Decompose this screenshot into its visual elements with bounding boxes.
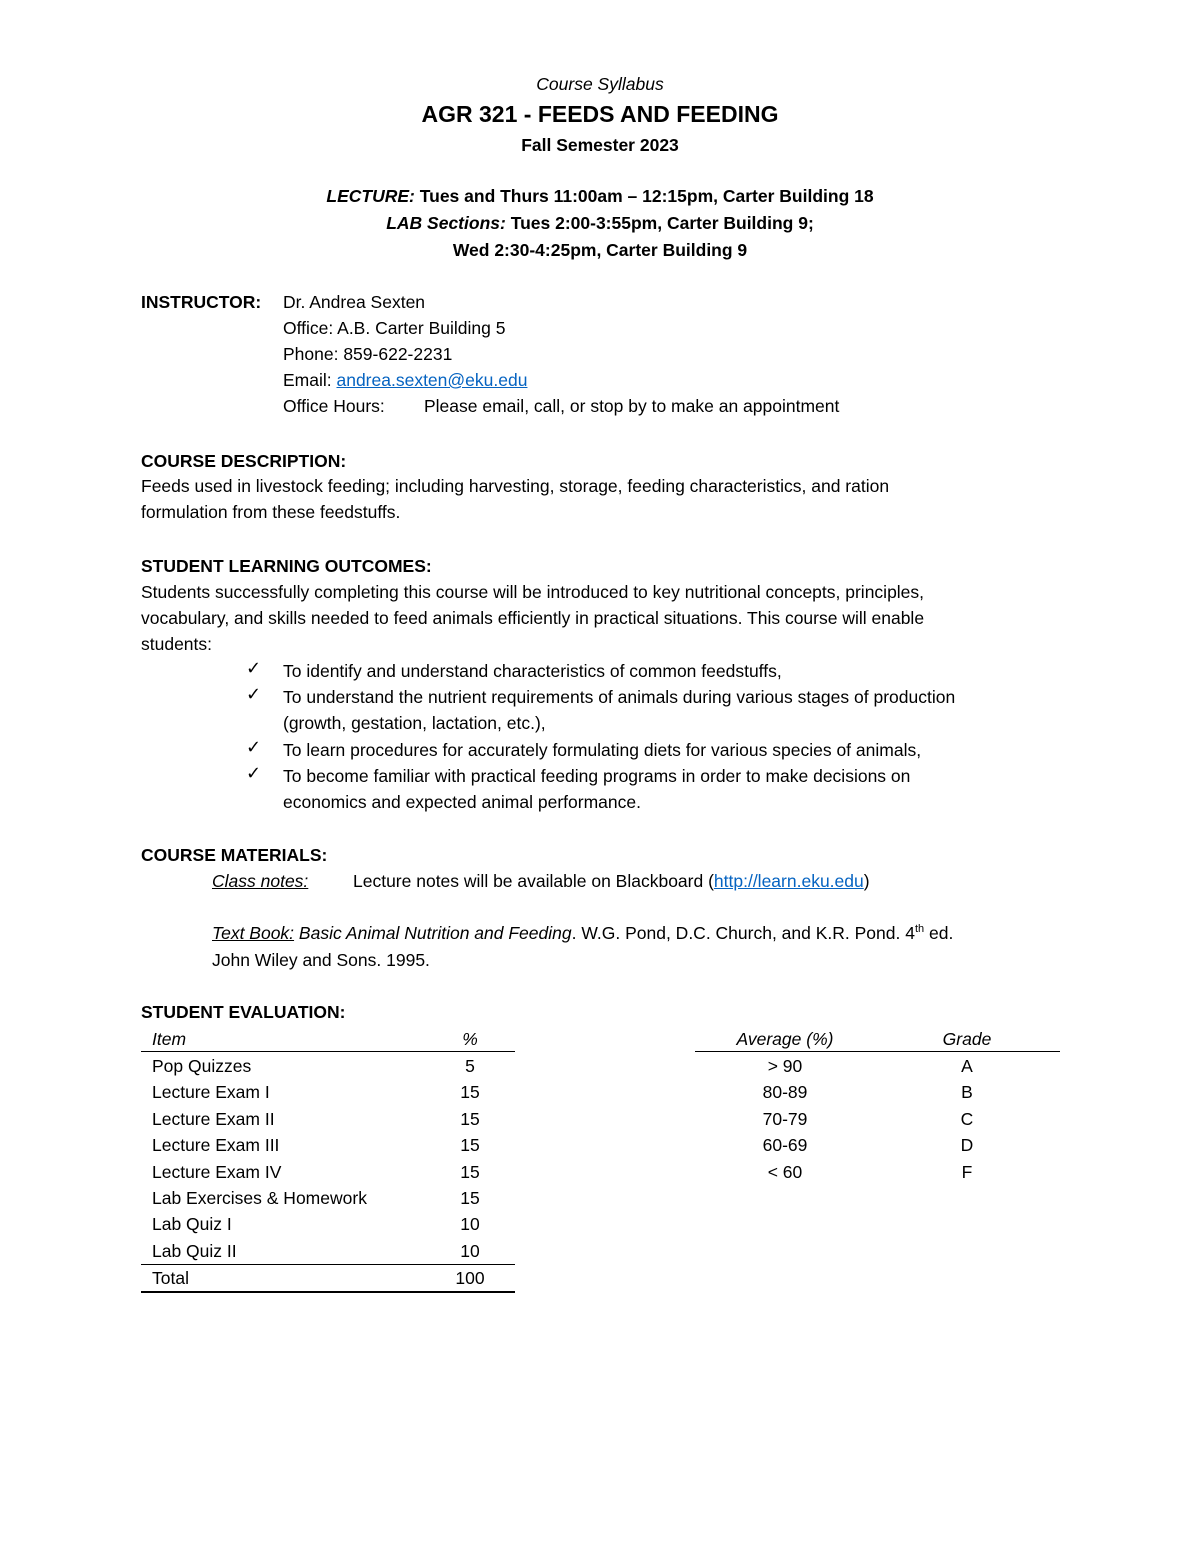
lecture-schedule xyxy=(0,186,1200,207)
lab-text: Tues 2:00-3:55pm, Carter Building 9; xyxy=(505,213,814,233)
outcomes-heading: STUDENT LEARNING OUTCOMES: xyxy=(141,556,432,576)
grade-letter: C xyxy=(960,1109,974,1129)
eval-item: Pop Quizzes xyxy=(152,1056,252,1076)
eval-percent: 15 xyxy=(460,1109,480,1129)
instructor-name: Dr. Andrea Sexten xyxy=(283,292,426,312)
eval-item: Lecture Exam II xyxy=(152,1109,275,1129)
grade-average: 80-89 xyxy=(762,1082,808,1102)
instructor-office: Office: A.B. Carter Building 5 xyxy=(283,318,506,338)
grade-average: 60-69 xyxy=(762,1135,808,1155)
check-icon: ✓ xyxy=(246,658,262,678)
eval-item: Lab Quiz II xyxy=(152,1241,237,1261)
semester: Fall Semester 2023 xyxy=(521,135,679,155)
grade-letter: A xyxy=(961,1056,973,1076)
lab-schedule-2: Wed 2:30-4:25pm, Carter Building 9 xyxy=(452,240,748,260)
textbook-title: Basic Animal Nutrition and Feeding xyxy=(294,923,572,943)
document-subtitle: Course Syllabus xyxy=(536,74,664,94)
outcomes-intro-1: Students successfully completing this course will be introduced to key nutritional concepts, principles, xyxy=(141,582,925,602)
lecture-text: Tues and Thurs 11:00am – 12:15pm, Carter Building 18 xyxy=(414,186,874,206)
grade-average: > 90 xyxy=(767,1056,803,1076)
eval-item: Lecture Exam IV xyxy=(152,1162,282,1182)
evaluation-heading: STUDENT EVALUATION: xyxy=(141,1002,346,1022)
grade-letter: B xyxy=(961,1082,973,1102)
lecture-label: LECTURE: xyxy=(326,186,415,206)
class-notes-close: ) xyxy=(863,871,870,891)
grade-letter: D xyxy=(960,1135,974,1155)
col-header-grade: Grade xyxy=(942,1029,992,1049)
email-label: Email: xyxy=(283,370,337,390)
outcome-item-continued: (growth, gestation, lactation, etc.), xyxy=(283,713,546,733)
eval-percent: 15 xyxy=(460,1135,480,1155)
materials-heading: COURSE MATERIALS: xyxy=(141,845,328,865)
col-header-average: Average (%) xyxy=(736,1029,834,1049)
lab-schedule xyxy=(0,213,1200,234)
outcome-item: To identify and understand characteristics of common feedstuffs, xyxy=(283,661,782,681)
textbook-edition: ed. xyxy=(924,923,954,943)
eval-percent: 10 xyxy=(460,1214,480,1234)
description-line-1: Feeds used in livestock feeding; including harvesting, storage, feeding characteristics, and ration xyxy=(141,476,890,496)
col-header-percent: % xyxy=(462,1029,478,1049)
eval-item: Lab Exercises & Homework xyxy=(152,1188,367,1208)
eval-percent: 15 xyxy=(460,1082,480,1102)
table-header-rule xyxy=(141,1051,515,1052)
office-hours-text: Please email, call, or stop by to make an appointment xyxy=(424,396,840,416)
col-header-item: Item xyxy=(152,1029,187,1049)
eval-percent: 10 xyxy=(460,1241,480,1261)
class-notes-text: Lecture notes will be available on Blackboard ( xyxy=(353,871,714,891)
grade-average: < 60 xyxy=(767,1162,803,1182)
instructor-label: INSTRUCTOR: xyxy=(141,292,262,312)
office-hours-label: Office Hours: xyxy=(283,396,385,416)
eval-item: Lecture Exam III xyxy=(152,1135,280,1155)
eval-total-label: Total xyxy=(152,1268,189,1288)
textbook-label: Text Book: xyxy=(212,923,295,943)
textbook-line xyxy=(212,923,953,944)
eval-item: Lab Quiz I xyxy=(152,1214,232,1234)
instructor-email-line xyxy=(283,370,527,391)
table-bottom-rule xyxy=(141,1291,515,1293)
eval-item: Lecture Exam I xyxy=(152,1082,270,1102)
lab-label: LAB Sections: xyxy=(386,213,506,233)
grade-header-rule xyxy=(695,1051,1060,1052)
textbook-publisher: John Wiley and Sons. 1995. xyxy=(212,950,430,970)
description-line-2: formulation from these feedstuffs. xyxy=(141,502,401,522)
check-icon: ✓ xyxy=(246,684,262,704)
instructor-phone: Phone: 859-622-2231 xyxy=(283,344,453,364)
course-title: AGR 321 - FEEDS AND FEEDING xyxy=(421,101,779,127)
class-notes-label: Class notes: xyxy=(212,871,309,891)
outcomes-intro-3: students: xyxy=(141,634,213,654)
class-notes-line xyxy=(353,871,870,892)
textbook-authors: . W.G. Pond, D.C. Church, and K.R. Pond. 4 xyxy=(571,923,915,943)
blackboard-link[interactable]: http://learn.eku.edu xyxy=(713,871,864,891)
outcome-item: To learn procedures for accurately formulating diets for various species of animals, xyxy=(283,740,922,760)
grade-average: 70-79 xyxy=(762,1109,808,1129)
outcome-item: To understand the nutrient requirements of animals during various stages of production xyxy=(283,687,956,707)
eval-total-value: 100 xyxy=(455,1268,485,1288)
email-link[interactable]: andrea.sexten@eku.edu xyxy=(336,370,528,390)
check-icon: ✓ xyxy=(246,737,262,757)
outcomes-intro-2: vocabulary, and skills needed to feed animals efficiently in practical situations. This course will enable xyxy=(141,608,925,628)
outcome-item-continued: economics and expected animal performance. xyxy=(283,792,641,812)
grade-letter: F xyxy=(961,1162,973,1182)
check-icon: ✓ xyxy=(246,763,262,783)
eval-percent: 15 xyxy=(460,1188,480,1208)
eval-percent: 15 xyxy=(460,1162,480,1182)
description-heading: COURSE DESCRIPTION: xyxy=(141,451,347,471)
textbook-edition-sup: th xyxy=(914,923,925,936)
table-total-rule xyxy=(141,1264,515,1265)
eval-percent: 5 xyxy=(465,1056,475,1076)
outcome-item: To become familiar with practical feeding programs in order to make decisions on xyxy=(283,766,911,786)
